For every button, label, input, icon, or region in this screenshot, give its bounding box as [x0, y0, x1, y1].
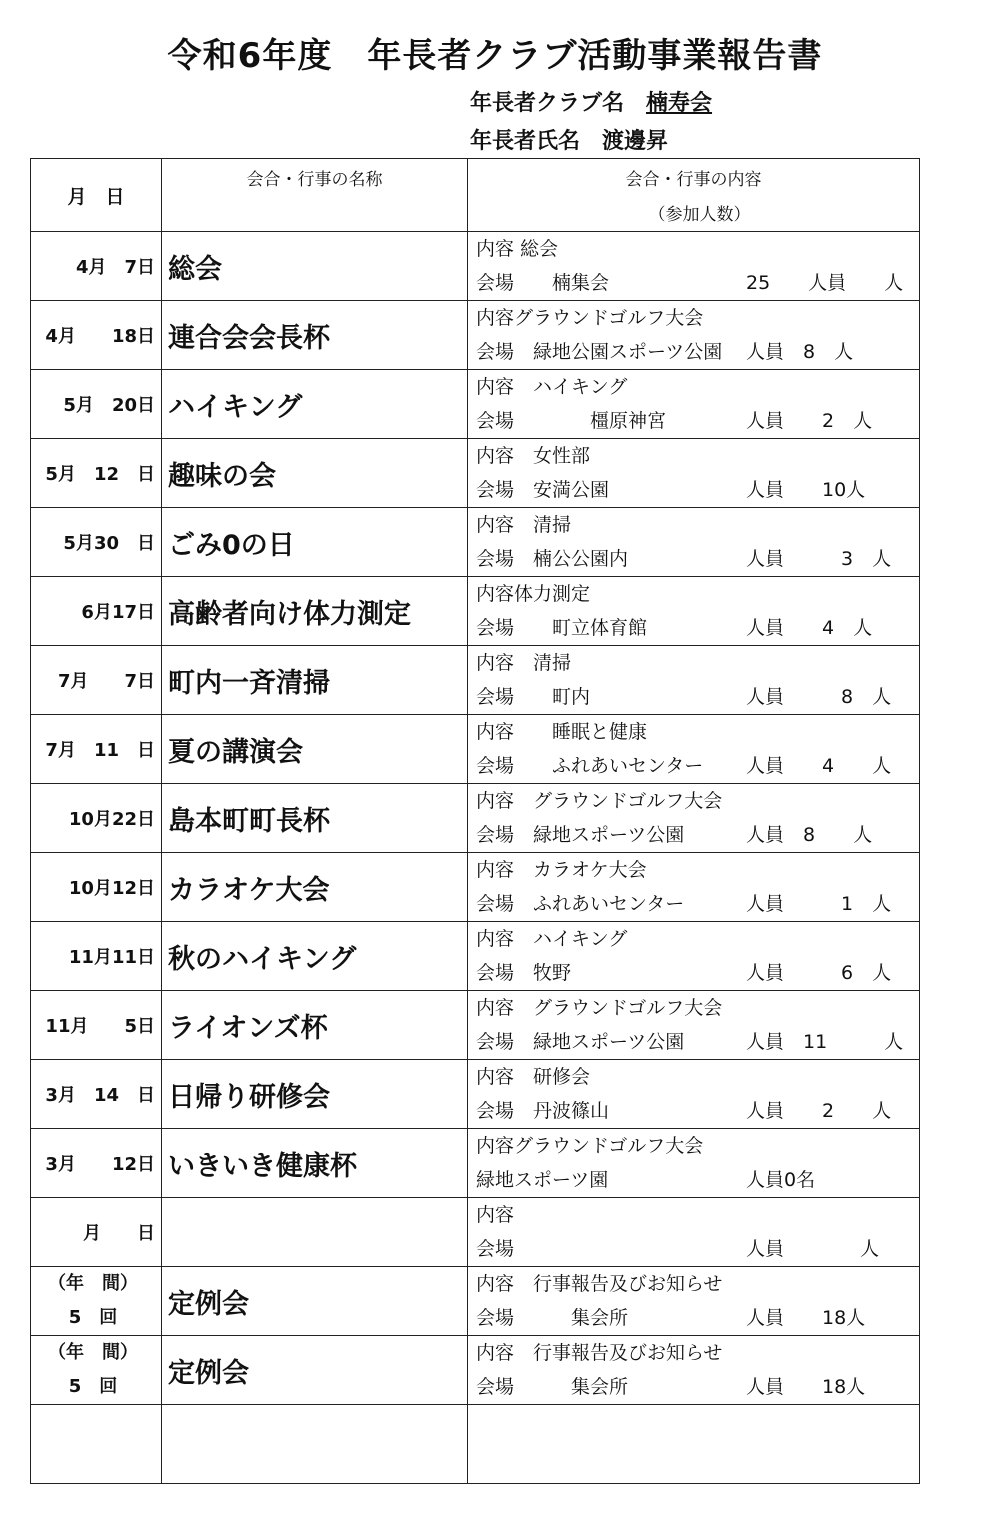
- blank-name-cell: [162, 1405, 468, 1484]
- row-content: 内容 清掃: [476, 652, 572, 674]
- row-content-cell: [468, 991, 920, 1060]
- row-venue-line: [476, 266, 919, 300]
- row-participants: 人員 10人: [746, 479, 866, 501]
- row-participants: 25 人員 人: [746, 272, 904, 294]
- row-participants: 人員0名: [746, 1169, 816, 1191]
- row-event-name: [162, 1198, 468, 1267]
- row-participants: 人員 2 人: [746, 410, 873, 432]
- leader-name-value: 渡邊昇: [602, 129, 669, 154]
- annual-content: 内容 行事報告及びお知らせ: [476, 1273, 723, 1295]
- header-event-name: 会合・行事の名称: [162, 159, 468, 232]
- row-participants: 人員 4 人: [746, 755, 892, 777]
- table-row: [31, 1060, 920, 1129]
- row-event-name: ごみ0の日: [162, 508, 468, 577]
- row-event-name: 夏の講演会: [162, 715, 468, 784]
- row-venue: 会場 町内: [476, 686, 591, 708]
- table-row: [31, 301, 920, 370]
- row-event-name: 島本町町長杯: [162, 784, 468, 853]
- annual-period-cell: [31, 1267, 162, 1336]
- row-venue-line: [476, 1094, 919, 1128]
- row-content-cell: [468, 922, 920, 991]
- annual-row: [31, 1336, 920, 1405]
- row-venue: 会場 緑地スポーツ公園: [476, 824, 685, 846]
- row-event-name: 連合会会長杯: [162, 301, 468, 370]
- row-content: 内容 ハイキング: [476, 928, 628, 950]
- row-venue: 会場 楠公公園内: [476, 548, 629, 570]
- row-date: 3月 14 日: [31, 1060, 162, 1129]
- row-date: 4月 7日: [31, 232, 162, 301]
- annual-venue: 会場 集会所: [476, 1376, 629, 1398]
- row-content-cell: [468, 577, 920, 646]
- table-row: [31, 1129, 920, 1198]
- annual-content: 内容 行事報告及びお知らせ: [476, 1342, 723, 1364]
- row-date: 4月 18日: [31, 301, 162, 370]
- row-content-cell: [468, 370, 920, 439]
- annual-venue: 会場 集会所: [476, 1307, 629, 1329]
- row-venue-line: [476, 1163, 919, 1197]
- row-date: 5月 20日: [31, 370, 162, 439]
- row-date: 11月 5日: [31, 991, 162, 1060]
- row-date: 3月 12日: [31, 1129, 162, 1198]
- row-content: 内容グラウンドゴルフ大会: [476, 307, 704, 329]
- row-venue: 会場 安満公園: [476, 479, 610, 501]
- table-row: [31, 991, 920, 1060]
- table-row: [31, 508, 920, 577]
- row-event-name: 趣味の会: [162, 439, 468, 508]
- row-venue-line: [476, 956, 919, 990]
- row-venue-line: [476, 542, 919, 576]
- row-content-cell: [468, 853, 920, 922]
- header-date: 月 日: [31, 159, 162, 232]
- annual-participants: 人員 18人: [746, 1376, 866, 1398]
- annual-period: （年 間）: [48, 1342, 138, 1363]
- annual-rows: [31, 1267, 920, 1405]
- row-event-name: 高齢者向け体力測定: [162, 577, 468, 646]
- header-participants-label: （参加人数）: [648, 205, 751, 225]
- table-row: [31, 1198, 920, 1267]
- row-event-name: ハイキング: [162, 370, 468, 439]
- row-participants: 人員 2 人: [746, 1100, 892, 1122]
- header-content: [468, 159, 920, 232]
- row-participants: 人員 4 人: [746, 617, 873, 639]
- row-date: 7月 11 日: [31, 715, 162, 784]
- row-content-cell: [468, 439, 920, 508]
- row-venue-line: [476, 749, 919, 783]
- annual-venue-line: [476, 1301, 919, 1335]
- table-header-row: [31, 159, 920, 232]
- row-content-cell: [468, 1198, 920, 1267]
- row-participants: 人員 11 人: [746, 1031, 904, 1053]
- row-event-name: カラオケ大会: [162, 853, 468, 922]
- row-venue-line: [476, 680, 919, 714]
- row-content-cell: [468, 301, 920, 370]
- row-content: 内容 睡眠と健康: [476, 721, 648, 743]
- table-row: [31, 232, 920, 301]
- row-venue: 会場 丹波篠山: [476, 1100, 610, 1122]
- annual-row: [31, 1267, 920, 1336]
- row-event-name: ライオンズ杯: [162, 991, 468, 1060]
- row-venue: 会場 町立体育館: [476, 617, 648, 639]
- row-date: 6月17日: [31, 577, 162, 646]
- row-content-cell: [468, 508, 920, 577]
- row-participants: 人員 6 人: [746, 962, 892, 984]
- row-event-name: 秋のハイキング: [162, 922, 468, 991]
- row-participants: 人員 人: [746, 1238, 880, 1260]
- blank-content-cell: [468, 1405, 920, 1484]
- row-date: 月 日: [31, 1198, 162, 1267]
- header-content-label: 会合・行事の内容: [625, 170, 762, 190]
- row-venue: 会場 ふれあいセンター: [476, 755, 704, 777]
- row-content-cell: [468, 1129, 920, 1198]
- table-row: [31, 577, 920, 646]
- row-content: 内容 グラウンドゴルフ大会: [476, 790, 723, 812]
- annual-event-name: 定例会: [162, 1336, 468, 1405]
- row-date: 11月11日: [31, 922, 162, 991]
- row-content-cell: [468, 715, 920, 784]
- club-name-line: [470, 86, 712, 117]
- leader-name-line: [470, 124, 668, 155]
- row-content: 内容 清掃: [476, 514, 572, 536]
- table-row: [31, 715, 920, 784]
- table-row: [31, 370, 920, 439]
- row-content-cell: [468, 1060, 920, 1129]
- annual-count: 5 回: [68, 1307, 118, 1328]
- annual-content-cell: [468, 1336, 920, 1405]
- row-venue: 会場 緑地公園スポーツ公園: [476, 341, 723, 363]
- row-venue-line: [476, 1025, 919, 1059]
- row-content: 内容グラウンドゴルフ大会: [476, 1135, 704, 1157]
- annual-content-cell: [468, 1267, 920, 1336]
- row-venue-line: [476, 611, 919, 645]
- row-date: 10月12日: [31, 853, 162, 922]
- row-venue-line: [476, 473, 919, 507]
- row-venue-line: [476, 335, 919, 369]
- table-row: [31, 439, 920, 508]
- row-event-name: いきいき健康杯: [162, 1129, 468, 1198]
- row-content: 内容 カラオケ大会: [476, 859, 647, 881]
- activity-rows: [31, 232, 920, 1267]
- row-venue-line: [476, 818, 919, 852]
- row-venue-line: [476, 1232, 919, 1266]
- leader-name-label: 年長者氏名: [470, 129, 581, 154]
- club-name-value: 楠寿会: [646, 91, 713, 116]
- row-content: 内容: [476, 1204, 515, 1226]
- row-content: 内容 総会: [476, 238, 559, 260]
- table-row: [31, 922, 920, 991]
- row-content: 内容 グラウンドゴルフ大会: [476, 997, 723, 1019]
- row-participants: 人員 8 人: [746, 824, 873, 846]
- blank-row: [31, 1405, 920, 1484]
- row-venue: 会場: [476, 1238, 515, 1260]
- annual-period: （年 間）: [48, 1273, 138, 1294]
- activity-report-table: [30, 158, 920, 1484]
- row-participants: 人員 8 人: [746, 341, 854, 363]
- row-content: 内容体力測定: [476, 583, 591, 605]
- row-date: 5月 12 日: [31, 439, 162, 508]
- row-venue-line: [476, 887, 919, 921]
- row-content-cell: [468, 232, 920, 301]
- report-title: 令和6年度 年長者クラブ活動事業報告書: [167, 36, 823, 76]
- row-venue-line: [476, 404, 919, 438]
- annual-participants: 人員 18人: [746, 1307, 866, 1329]
- row-content-cell: [468, 784, 920, 853]
- row-event-name: 総会: [162, 232, 468, 301]
- row-content: 内容 研修会: [476, 1066, 591, 1088]
- club-name-label: 年長者クラブ名: [470, 91, 625, 116]
- table-row: [31, 646, 920, 715]
- table-row: [31, 784, 920, 853]
- row-participants: 人員 3 人: [746, 548, 892, 570]
- row-participants: 人員 1 人: [746, 893, 892, 915]
- row-venue: 会場 ふれあいセンター: [476, 893, 685, 915]
- row-venue: 会場 牧野: [476, 962, 572, 984]
- row-event-name: 町内一斉清掃: [162, 646, 468, 715]
- row-date: 7月 7日: [31, 646, 162, 715]
- annual-period-cell: [31, 1336, 162, 1405]
- annual-event-name: 定例会: [162, 1267, 468, 1336]
- annual-venue-line: [476, 1370, 919, 1404]
- row-content-cell: [468, 646, 920, 715]
- row-venue: 緑地スポーツ園: [476, 1169, 609, 1191]
- row-venue: 会場 緑地スポーツ公園: [476, 1031, 685, 1053]
- row-venue: 会場 楠集会: [476, 272, 610, 294]
- table-row: [31, 853, 920, 922]
- row-event-name: 日帰り研修会: [162, 1060, 468, 1129]
- row-venue: 会場 橿原神宮: [476, 410, 667, 432]
- row-date: 5月30 日: [31, 508, 162, 577]
- row-date: 10月22日: [31, 784, 162, 853]
- row-content: 内容 女性部: [476, 445, 591, 467]
- row-content: 内容 ハイキング: [476, 376, 628, 398]
- annual-count: 5 回: [68, 1376, 118, 1397]
- blank-date-cell: [31, 1405, 162, 1484]
- row-participants: 人員 8 人: [746, 686, 892, 708]
